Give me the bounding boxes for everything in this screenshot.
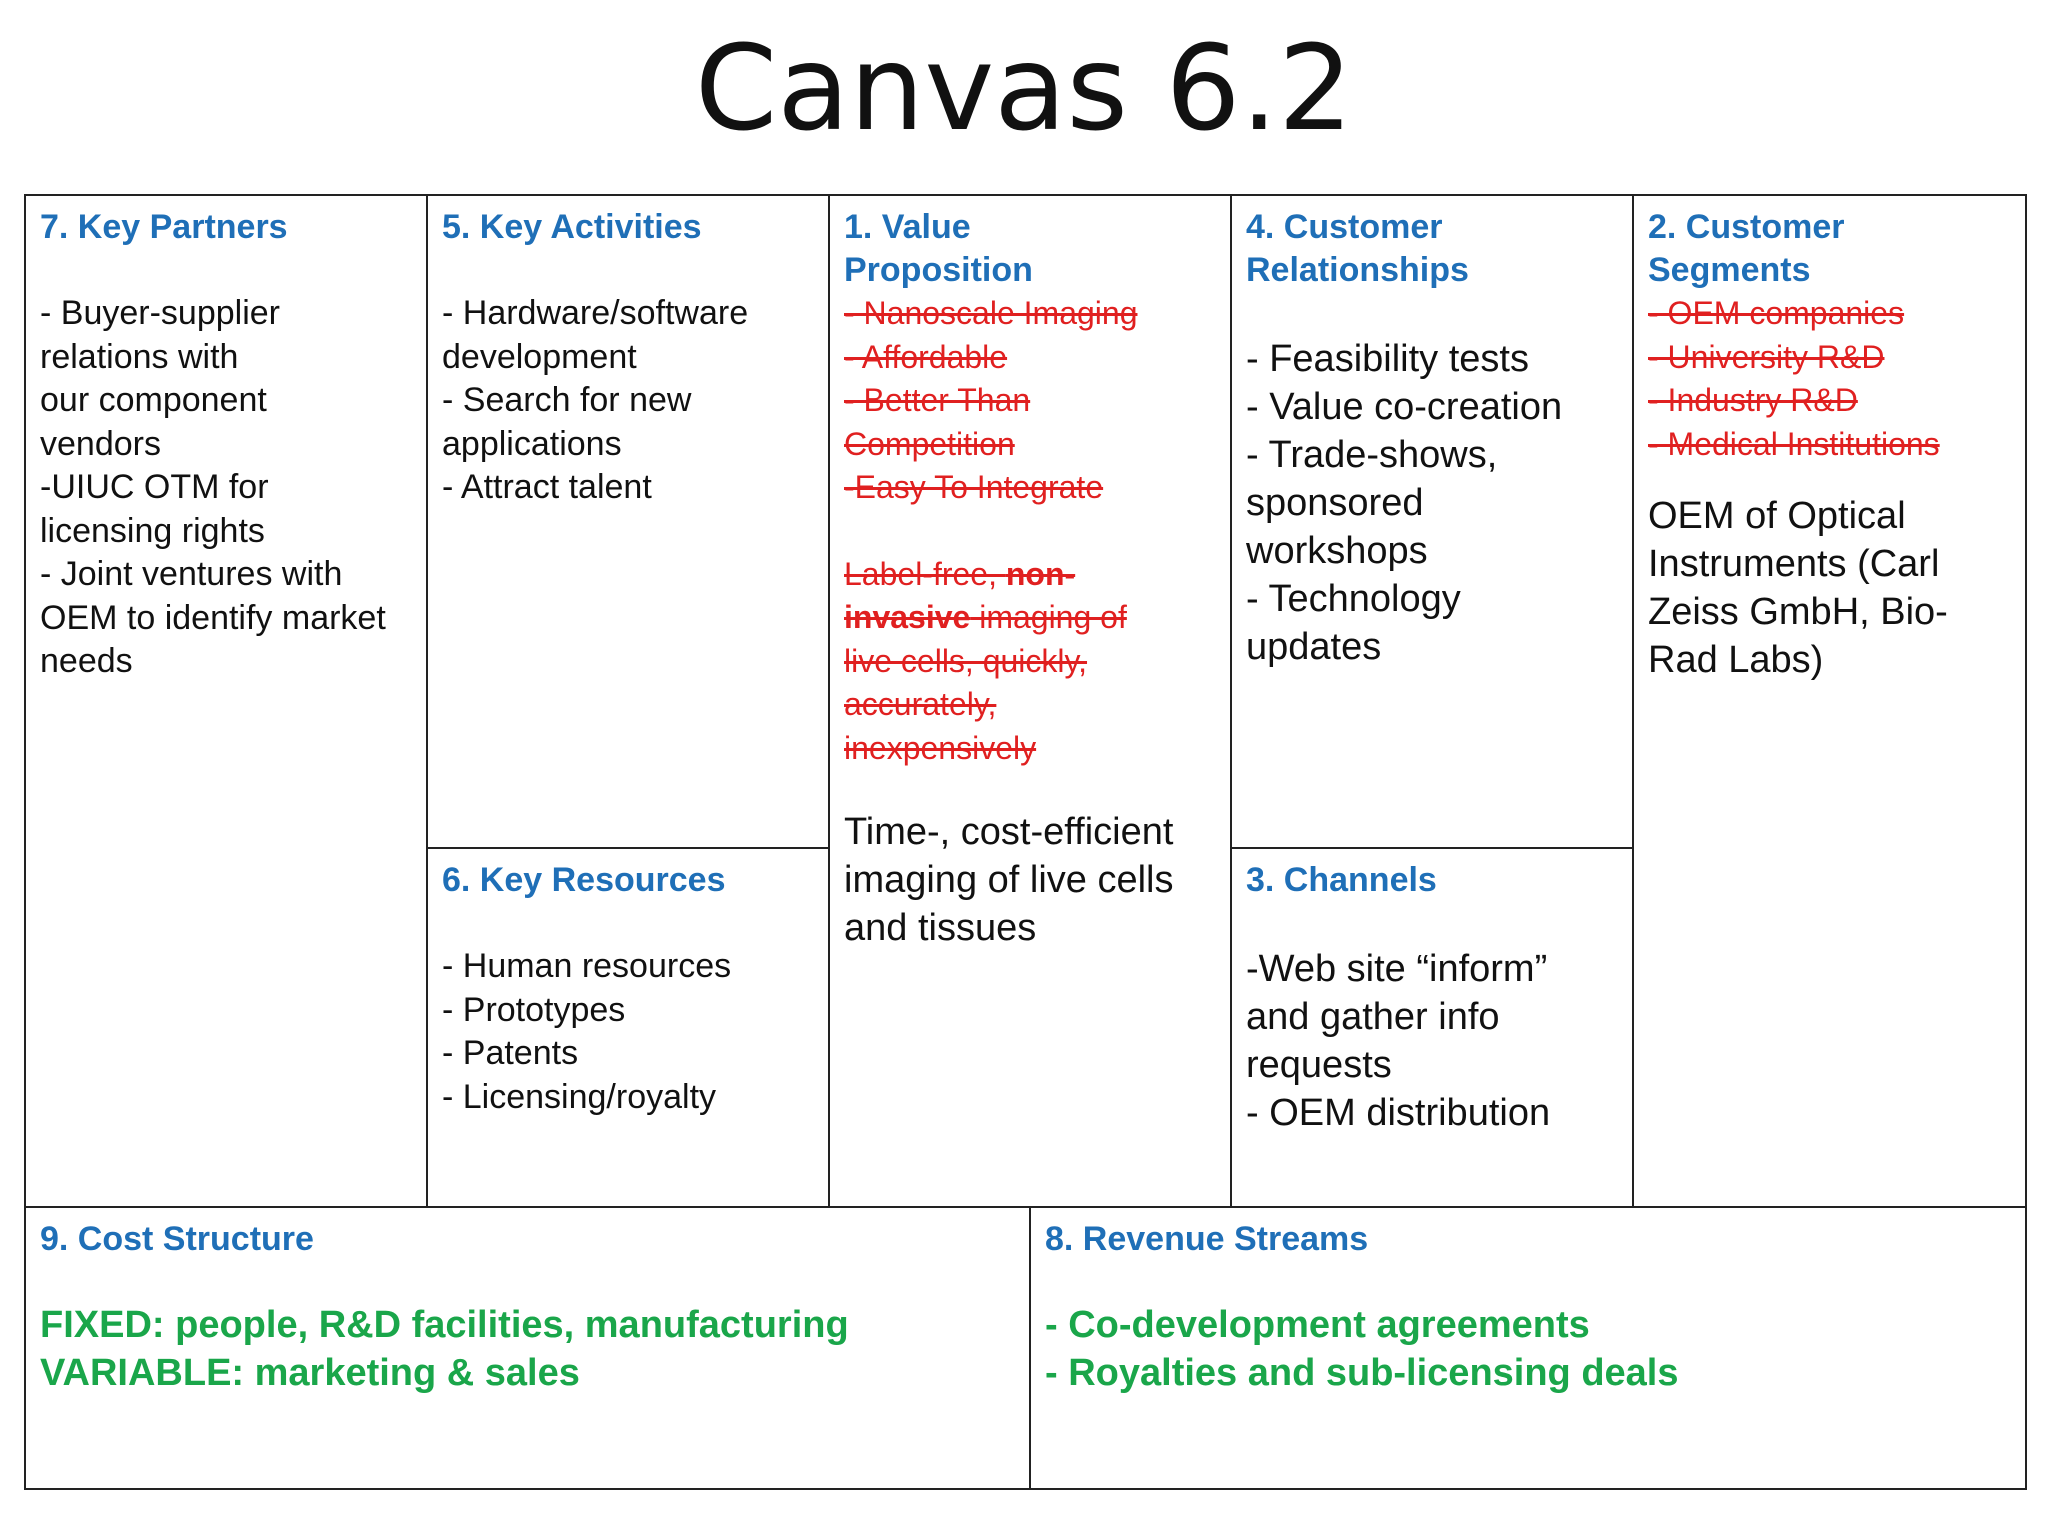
page-title: Canvas 6.2	[694, 19, 1354, 157]
value-proposition-section	[830, 196, 1232, 1208]
key-partners-heading: 7. Key Partners	[40, 208, 288, 246]
struck-item: -Easy To Integrate	[844, 469, 1104, 505]
struck-item: Competition	[844, 425, 1015, 462]
business-model-canvas	[24, 194, 2027, 1490]
key-partners-line: relations with	[40, 337, 239, 376]
customer-relationships-line: - Feasibility tests	[1246, 338, 1529, 380]
struck-item: - Affordable	[844, 338, 1008, 375]
customer-segments-struck-list	[1648, 292, 2011, 466]
customer-relationships-line: updates	[1246, 626, 1382, 668]
channels-section	[1232, 849, 1634, 1208]
revenue-streams-heading: 8. Revenue Streams	[1045, 1220, 1369, 1258]
key-resources-line: - Patents	[442, 1034, 579, 1072]
revenue-streams-line: - Royalties and sub-licensing deals	[1045, 1352, 1679, 1394]
channels-heading: 3. Channels	[1246, 861, 1437, 899]
struck-item: - Industry R&D	[1648, 382, 1858, 418]
channels-line: -Web site “inform”	[1246, 948, 1548, 990]
customer-segments-heading: 2. Customer	[1648, 208, 1845, 246]
key-partners-line: - Buyer-supplier	[40, 294, 280, 332]
key-resources-line: - Human resources	[442, 947, 732, 985]
key-partners-line: licensing rights	[40, 511, 265, 550]
customer-relationships-section	[1232, 196, 1634, 849]
cost-structure-line: FIXED: people, R&D facilities, manufacturing	[40, 1304, 849, 1346]
key-partners-line: our component	[40, 381, 267, 419]
customer-segments-heading-line2: Segments	[1648, 251, 1811, 289]
key-resources-section	[428, 849, 830, 1208]
key-partners-line: vendors	[40, 424, 161, 463]
key-partners-line: needs	[40, 642, 133, 680]
struck-item: - Medical Institutions	[1648, 425, 1940, 462]
channels-line: and gather info	[1246, 996, 1500, 1038]
struck-text: Label-free,	[844, 555, 1006, 592]
customer-segments-section	[1634, 196, 2025, 1208]
customer-segments-line: Zeiss GmbH, Bio-	[1648, 591, 1948, 633]
key-resources-line: - Licensing/royalty	[442, 1077, 717, 1116]
value-proposition-heading-line2: Proposition	[844, 251, 1033, 289]
key-partners-line: OEM to identify market	[40, 598, 386, 637]
struck-item: - Nanoscale Imaging	[844, 295, 1138, 331]
struck-text: imaging of	[970, 599, 1127, 635]
struck-bold-text: non-	[1005, 555, 1076, 592]
key-activities-line: - Search for new	[442, 381, 692, 419]
key-resources-line: - Prototypes	[442, 990, 626, 1029]
customer-segments-line: Rad Labs)	[1648, 639, 1824, 681]
customer-relationships-heading-line2: Relationships	[1246, 251, 1469, 289]
revenue-streams-line: - Co-development agreements	[1045, 1304, 1590, 1346]
customer-relationships-heading: 4. Customer	[1246, 208, 1443, 246]
struck-text: live cells, quickly,	[844, 642, 1088, 679]
key-activities-line: - Attract talent	[442, 468, 652, 506]
struck-text: accurately,	[844, 686, 997, 722]
key-partners-line: - Joint ventures with	[40, 555, 343, 593]
struck-bold-text: invasive	[844, 599, 971, 635]
value-proposition-line: Time-, cost-efficient	[844, 811, 1174, 853]
struck-item: - University R&D	[1648, 338, 1885, 375]
revenue-streams-section	[1031, 1208, 2025, 1488]
channels-line: requests	[1246, 1044, 1392, 1086]
struck-item: - Better Than	[844, 382, 1031, 418]
struck-text: inexpensively	[844, 729, 1037, 766]
key-activities-line: development	[442, 337, 637, 376]
key-activities-heading: 5. Key Activities	[442, 208, 702, 246]
key-activities-line: applications	[442, 424, 622, 463]
customer-segments-line: OEM of Optical	[1648, 495, 1906, 537]
customer-relationships-line: - Technology	[1246, 578, 1461, 620]
customer-relationships-line: sponsored	[1246, 482, 1424, 524]
customer-segments-line: Instruments (Carl	[1648, 543, 1940, 585]
struck-item: - OEM companies	[1648, 295, 1905, 331]
key-partners-section	[26, 196, 428, 1208]
value-proposition-struck-paragraph	[844, 553, 1216, 771]
key-activities-section	[428, 196, 830, 849]
value-proposition-line: imaging of live cells	[844, 859, 1174, 901]
value-proposition-heading: 1. Value	[844, 208, 971, 246]
key-resources-heading: 6. Key Resources	[442, 861, 726, 899]
cost-structure-line: VARIABLE: marketing & sales	[40, 1352, 580, 1394]
value-proposition-line: and tissues	[844, 907, 1037, 949]
value-proposition-struck-list	[844, 292, 1216, 510]
customer-relationships-line: - Trade-shows,	[1246, 434, 1498, 476]
customer-relationships-line: workshops	[1246, 530, 1428, 572]
key-activities-line: - Hardware/software	[442, 294, 749, 332]
customer-relationships-line: - Value co-creation	[1246, 386, 1563, 428]
channels-line: - OEM distribution	[1246, 1092, 1551, 1134]
cost-structure-heading: 9. Cost Structure	[40, 1220, 314, 1258]
key-partners-line: -UIUC OTM for	[40, 468, 269, 506]
cost-structure-section	[26, 1208, 1031, 1488]
